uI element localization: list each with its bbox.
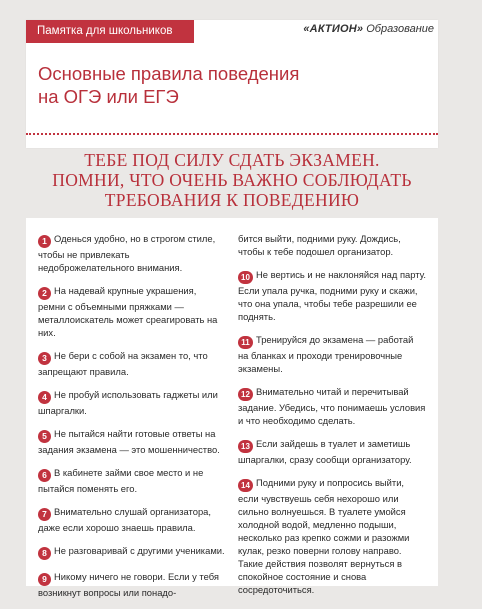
number-badge-icon: 14 (238, 479, 253, 492)
rule-item (38, 388, 226, 417)
header-card (26, 20, 438, 148)
page-title-line-1: Основные правила поведения (38, 63, 300, 84)
number-badge-icon: 2 (38, 287, 51, 300)
rule-item (238, 437, 426, 466)
rule-text: Никому ничего не говори. Если у тебя возникнут вопросы или понадо- (38, 571, 219, 598)
rules-column-left (38, 232, 226, 609)
number-badge-icon: 3 (38, 352, 51, 365)
rule-text: Не разговаривай с другими учениками. (54, 545, 225, 556)
number-badge-icon: 9 (38, 573, 51, 586)
rules-card (26, 218, 438, 598)
number-badge-icon: 1 (38, 235, 51, 248)
rule-text: бится выйти, подними руку. Дождись, чтобы к тебе подошел организатор. (238, 233, 401, 257)
number-badge-icon: 8 (38, 547, 51, 560)
rule-item (38, 427, 226, 456)
number-badge-icon: 4 (38, 391, 51, 404)
page-title-line-2: на ОГЭ или ЕГЭ (38, 86, 179, 107)
page-title (38, 62, 398, 108)
number-badge-icon: 5 (38, 430, 51, 443)
rule-item (38, 466, 226, 495)
rule-text: Внимательно читай и перечитывай задание. Убедись, что понимаешь условия и что необходимо сделать. (238, 386, 426, 426)
rule-item (38, 232, 226, 274)
brand-logo (303, 23, 434, 35)
rule-item (238, 268, 426, 323)
memo-badge: Памятка для школьников (26, 20, 194, 43)
rule-item (38, 505, 226, 534)
number-badge-icon: 12 (238, 388, 253, 401)
number-badge-icon: 13 (238, 440, 253, 453)
rule-item (38, 349, 226, 378)
rule-text: Если зайдешь в туалет и заметишь шпаргалки, сразу сообщи организатору. (238, 438, 412, 465)
rule-text: Не вертись и не наклоняйся над парту. Если упала ручка, подними руку и скажи, что она упала, чтобы тебе разрешили ее поднять. (238, 269, 426, 322)
rule-text: Тренируйся до экзамена — работай на бланках и проходи тренировочные экзамены. (238, 334, 414, 374)
brand-suffix: Образование (366, 23, 434, 35)
rule-text: Не пробуй использовать гаджеты или шпаргалки. (38, 389, 218, 416)
headline-line-2: ПОМНИ, ЧТО ОЧЕНЬ ВАЖНО СОБЛЮДАТЬ (52, 170, 412, 190)
rule-text: Не пытайся найти готовые ответы на задания экзамена — это мошенничество. (38, 428, 220, 455)
rule-text: Оденься удобно, но в строгом стиле, чтобы не привлекать недоброжелательного внимания. (38, 233, 216, 273)
rule-item (238, 476, 426, 596)
rule-item-continuation (238, 232, 426, 258)
rule-item (38, 570, 226, 599)
rule-text: Подними руку и попросись выйти, если чувствуешь себя нехорошо или сильно волнуешься. В туалете умойся холодной водой, медленно подыши, несколько раз крепко сожми и разожми кулак, резко поверни голову направо. Такие действия позволят вернуться в спокойное состояние и снова сосредоточиться. (238, 477, 410, 595)
rule-text: В кабинете займи свое место и не пытайся поменять его. (38, 467, 204, 494)
rule-text: На надевай крупные украшения, ремни с объемными пряжками — металлоискатель может среагировать на них. (38, 285, 218, 338)
number-badge-icon: 11 (238, 336, 253, 349)
brand-name: «АКТИОН» (303, 23, 364, 35)
rule-item (238, 333, 426, 375)
rule-item (38, 284, 226, 339)
dotted-divider (26, 133, 438, 137)
number-badge-icon: 10 (238, 271, 253, 284)
headline (26, 150, 438, 210)
number-badge-icon: 7 (38, 508, 51, 521)
rule-item (38, 544, 226, 560)
rule-item (238, 385, 426, 427)
headline-line-3: ТРЕБОВАНИЯ К ПОВЕДЕНИЮ (104, 190, 360, 210)
headline-line-1: ТЕБЕ ПОД СИЛУ СДАТЬ ЭКЗАМЕН. (84, 150, 380, 170)
rules-column-right (238, 232, 426, 606)
number-badge-icon: 6 (38, 469, 51, 482)
rule-text: Не бери с собой на экзамен то, что запрещают правила. (38, 350, 208, 377)
rule-text: Внимательно слушай организатора, даже если хорошо знаешь правила. (38, 506, 211, 533)
